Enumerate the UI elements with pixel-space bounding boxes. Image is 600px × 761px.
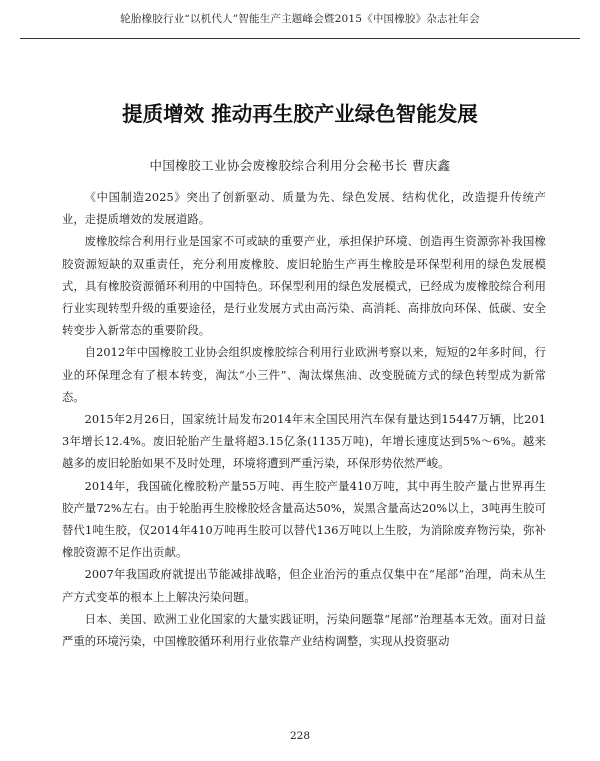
running-header: 轮胎橡胶行业“以机代人”智能生产主题峰会暨2015《中国橡胶》杂志社年会 bbox=[120, 13, 480, 25]
paragraph-7: 日本、美国、欧洲工业化国家的大量实践证明，污染问题靠“尾部”治理基本无效。面对日益严重的环境污染，中国橡胶循环利用行业依靠产业结构调整，实现从投资驱动 bbox=[62, 612, 546, 649]
paragraph-2: 废橡胶综合利用行业是国家不可或缺的重要产业，承担保护环境、创造再生资源弥补我国橡胶资源短缺的双重责任，充分利用废橡胶、废旧轮胎生产再生橡胶是环保型利用的绿色发展模式，具有橡胶资源循环利用的中国特色。环保型利用的绿色发展模式，已经成为废橡胶综合利用行业实现转型升级的重要途径，是行业发展方式由高污染、高消耗、高排放向环保、低碳、安全转变步入新常态的重要阶段。 bbox=[62, 235, 546, 338]
article-byline: 中国橡胶工业协会废橡胶综合利用分会秘书长 曹庆鑫 bbox=[149, 158, 451, 173]
header-rule bbox=[20, 38, 580, 39]
paragraph-6: 2007年我国政府就提出节能减排战略，但企业治污的重点仅集中在“尾部”治理，尚未从生产方式变革的根本上上解决污染问题。 bbox=[62, 568, 546, 604]
article-body bbox=[62, 187, 546, 653]
page-number: 228 bbox=[289, 730, 311, 742]
paragraph-5: 2014年，我国硫化橡胶粉产量55万吨、再生胶产量410万吨，其中再生胶产量占世界再生胶产量72%左右。由于轮胎再生胶橡胶烃含量高达50%，炭黑含量高达20%以上，3吨再生胶可替代1吨生胶，仅2014年410万吨再生胶可以替代136万吨以上生胶，为消除废弃物污染，弥补橡胶资源不足作出贡献。 bbox=[62, 479, 546, 560]
paragraph-4: 2015年2月26日，国家统计局发布2014年末全国民用汽车保有量达到15447万辆，比2013年增长12.4%。废旧轮胎产生量将超3.15亿条(1135万吨)，年增长速度达到5%～6%。越来越多的废旧轮胎如果不及时处理，环境将遭到严重污染，环保形势依然严峻。 bbox=[62, 413, 546, 471]
paragraph-3: 自2012年中国橡胶工业协会组织废橡胶综合利用行业欧洲考察以来，短短的2年多时间，行业的环保理念有了根本转变，淘汰“小三件”、淘汰煤焦油、改变脱硫方式的绿色转型成为新常态。 bbox=[62, 346, 546, 404]
article-title: 提质增效 推动再生胶产业绿色智能发展 bbox=[122, 101, 478, 126]
paragraph-1: 《中国制造2025》突出了创新驱动、质量为先、绿色发展、结构优化，改造提升传统产业，走提质增效的发展道路。 bbox=[62, 191, 546, 227]
